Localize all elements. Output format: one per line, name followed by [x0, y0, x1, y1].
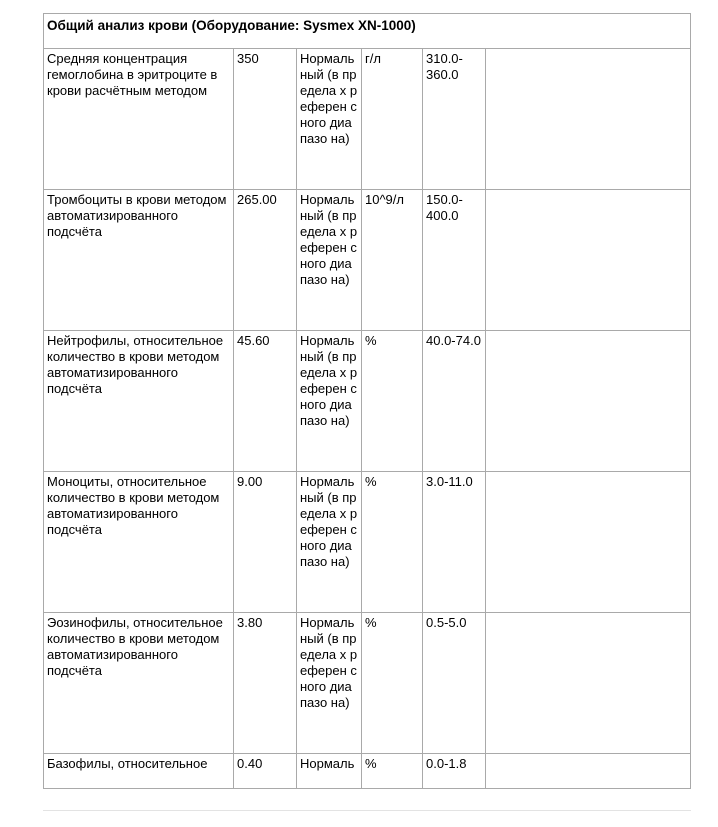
empty-cell	[486, 190, 691, 331]
reference-range-cell: 0.5-5.0	[423, 613, 486, 754]
empty-cell	[486, 472, 691, 613]
test-name-cell: Нейтрофилы, относительное количество в крови методом автоматизированного подсчёта	[44, 331, 234, 472]
result-value-cell: 350	[234, 49, 297, 190]
status-cell	[297, 613, 362, 754]
status-cell	[297, 49, 362, 190]
reference-range-cell: 150.0-400.0	[423, 190, 486, 331]
table-title-row	[44, 14, 691, 49]
reference-range-cell: 40.0-74.0	[423, 331, 486, 472]
status-text: Нормаль ный (в предела х референ сного диапазо на)	[300, 615, 358, 710]
unit-cell: %	[362, 331, 423, 472]
test-name-cell: Тромбоциты в крови методом автоматизированного подсчёта	[44, 190, 234, 331]
empty-cell	[486, 754, 691, 789]
result-value-cell: 9.00	[234, 472, 297, 613]
status-text: Нормаль	[300, 756, 355, 771]
status-cell	[297, 190, 362, 331]
result-value-cell: 265.00	[234, 190, 297, 331]
unit-cell: %	[362, 754, 423, 789]
test-name-cell: Эозинофилы, относительное количество в крови методом автоматизированного подсчёта	[44, 613, 234, 754]
test-name-cell: Средняя концентрация гемоглобина в эритроците в крови расчётным методом	[44, 49, 234, 190]
unit-cell: %	[362, 472, 423, 613]
unit-cell: г/л	[362, 49, 423, 190]
unit-cell: 10^9/л	[362, 190, 423, 331]
result-value-cell: 3.80	[234, 613, 297, 754]
status-text: Нормаль ный (в предела х референ сного диапазо на)	[300, 333, 358, 428]
table-title: Общий анализ крови (Оборудование: Sysmex XN-1000)	[44, 14, 691, 49]
empty-cell	[486, 49, 691, 190]
empty-cell	[486, 613, 691, 754]
table-row	[44, 190, 691, 331]
result-value-cell: 0.40	[234, 754, 297, 789]
table-row	[44, 472, 691, 613]
test-name-cell: Моноциты, относительное количество в крови методом автоматизированного подсчёта	[44, 472, 234, 613]
unit-cell: %	[362, 613, 423, 754]
table-row	[44, 49, 691, 190]
result-value-cell: 45.60	[234, 331, 297, 472]
reference-range-cell: 3.0-11.0	[423, 472, 486, 613]
test-name-cell: Базофилы, относительное	[44, 754, 234, 789]
status-cell	[297, 472, 362, 613]
blood-test-table	[43, 13, 691, 789]
reference-range-cell: 0.0-1.8	[423, 754, 486, 789]
status-text: Нормаль ный (в предела х референ сного диапазо на)	[300, 474, 358, 569]
status-cell	[297, 331, 362, 472]
status-text: Нормаль ный (в предела х референ сного диапазо на)	[300, 51, 358, 146]
status-cell	[297, 754, 362, 789]
table-row	[44, 754, 691, 789]
reference-range-cell: 310.0-360.0	[423, 49, 486, 190]
table-row	[44, 613, 691, 754]
page-bottom-divider	[43, 810, 691, 811]
empty-cell	[486, 331, 691, 472]
status-text: Нормаль ный (в предела х референ сного диапазо на)	[300, 192, 358, 287]
table-row	[44, 331, 691, 472]
